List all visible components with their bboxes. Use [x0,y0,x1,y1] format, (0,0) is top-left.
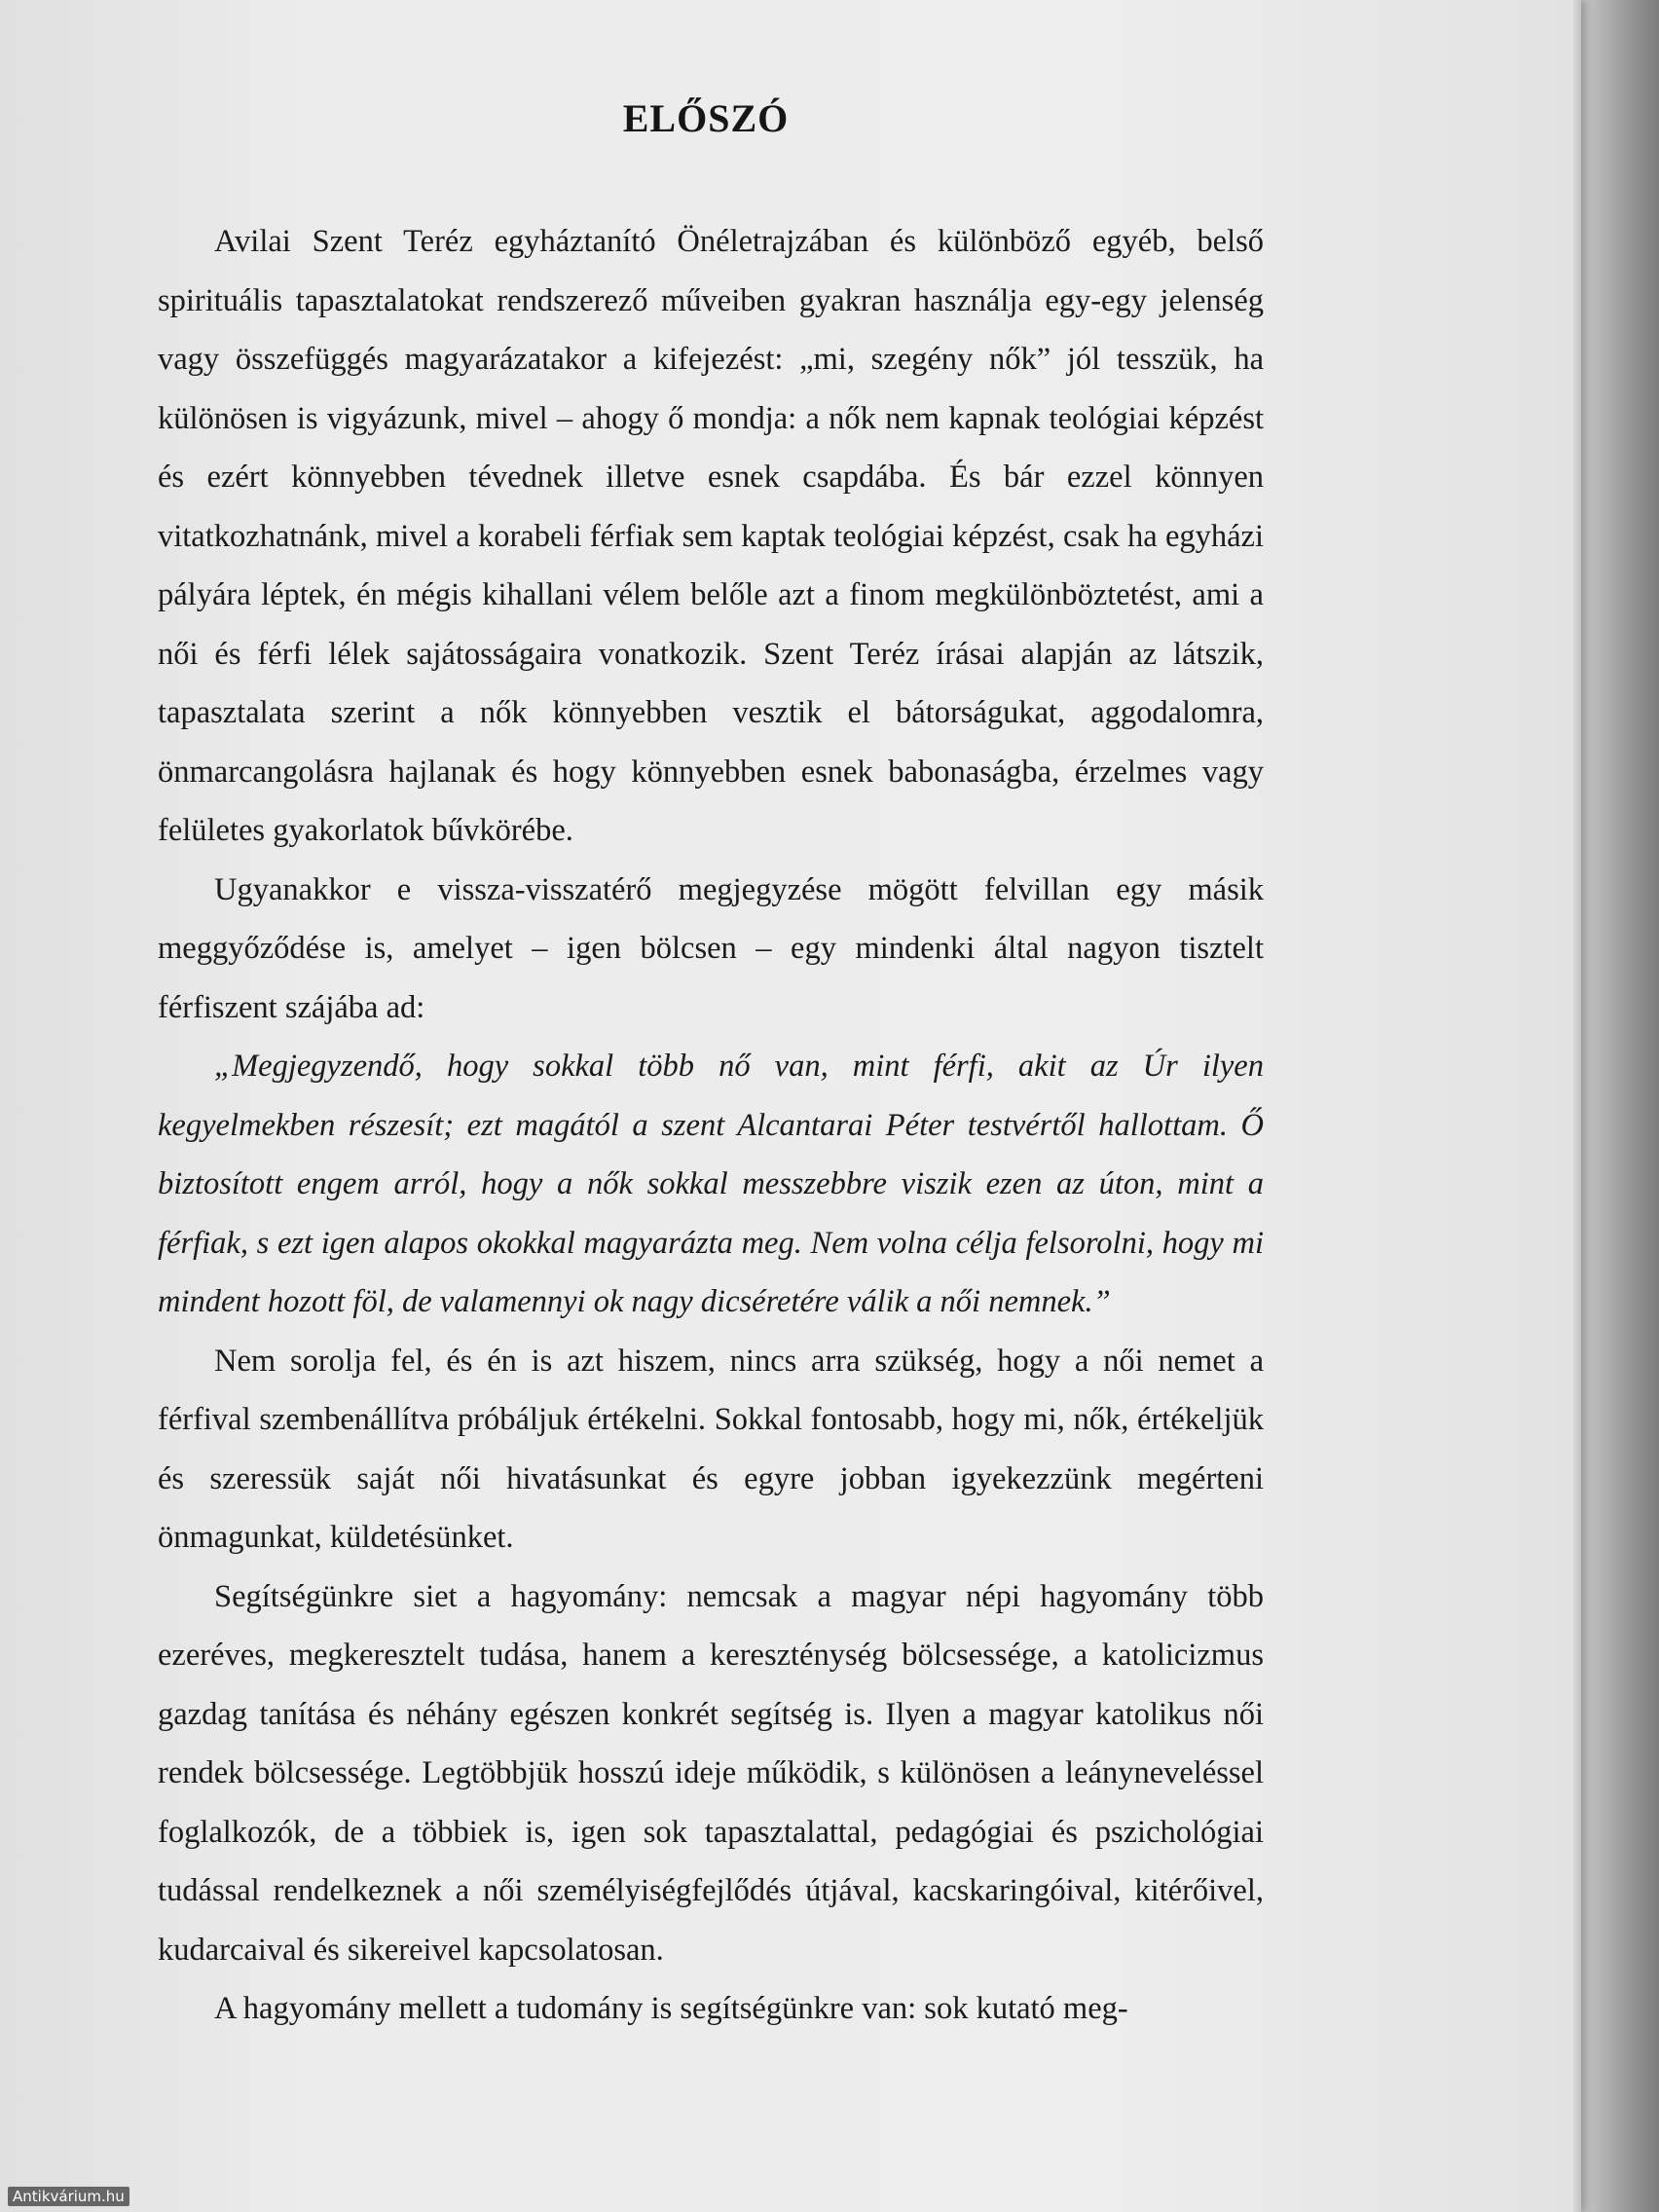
body-text [158,212,1264,2039]
paragraph-5: Segítségünkre siet a hagyomány: nemcsak a magyar népi hagyomány több ezeréves, megkeresztelt tudása, hanem a kereszténység bölcsessége, a katolicizmus gazdag tanítása és néhány egészen konkrét segítség is. Ilyen a magyar katolikus női rendek bölcsessége. Legtöbbjük hosszú ideje működik, s különösen a leányneveléssel foglalkozók, de a többiek is, igen sok tapasztalattal, pedagógiai és pszichológiai tudással rendelkeznek a női személyiségfejlődés útjával, kacskaringóival, kitérőivel, kudarcaival és sikereivel kapcsolatosan. [158,1578,1264,1968]
quote-paragraph: „Megjegyzendő, hogy sokkal több nő van, mint férfi, akit az Úr ilyen kegyelmekben részesít; ezt magától a szent Alcantarai Péter testvértől hallottam. Ő biztosított engem arról, hogy a nők sokkal messzebbre viszik ezen az úton, mint a férfiak, s ezt igen alapos okokkal magyarázta meg. Nem volna célja felsorolni, hogy mi mindent hozott föl, de valamennyi ok nagy dicséretére válik a női nemnek.” [158,1049,1264,1319]
paragraph-2: Ugyanakkor e vissza-visszatérő megjegyzése mögött felvillan egy másik meggyőződése is, amelyet – igen bölcsen – egy mindenki által nagyon tisztelt férfiszent szájába ad: [158,871,1264,1025]
paragraph-4: Nem sorolja fel, és én is azt hiszem, nincs arra szükség, hogy a női nemet a férfival szembenállítva próbáljuk értékelni. Sokkal fontosabb, hogy mi, nők, értékeljük és szeressük saját női hivatásunkat és egyre jobban igyekezzünk megérteni önmagunkat, küldetésünket. [158,1343,1264,1555]
paragraph-6: A hagyomány mellett a tudomány is segítségünkre van: sok kutató meg- [214,1991,1128,2026]
paragraph-1: Avilai Szent Teréz egyháztanító Önéletrajzában és különböző egyéb, belső spirituális tapasztalatokat rendszerező műveiben gyakran használja egy-egy jelenség vagy összefüggés magyarázatakor a kifejezést: „mi, szegény nők” jól tesszük, ha különösen is vigyázunk, mivel – ahogy ő mondja: a nők nem kapnak teológiai képzést és ezért könnyebben tévednek illetve esnek csapdába. És bár ezzel könnyen vitatkozhatnánk, mivel a korabeli férfiak sem kaptak teológiai képzést, csak ha egyházi pályára léptek, én mégis kihallani vélem belőle azt a finom megkülönböztetést, ami a női és férfi lélek sajátosságaira vonatkozik. Szent Teréz írásai alapján az látszik, tapasztalata szerint a nők könnyebben vesztik el bátorságukat, aggodalomra, önmarcangolásra hajlanak és hogy könnyebben esnek babonaságba, érzelmes vagy felületes gyakorlatok bűvkörébe. [158,224,1264,848]
page-title: ELŐSZÓ [622,96,790,140]
watermark: Antikvárium.hu [8,2187,129,2206]
background-surface [1577,0,1659,2212]
page-edge [1573,0,1581,2212]
